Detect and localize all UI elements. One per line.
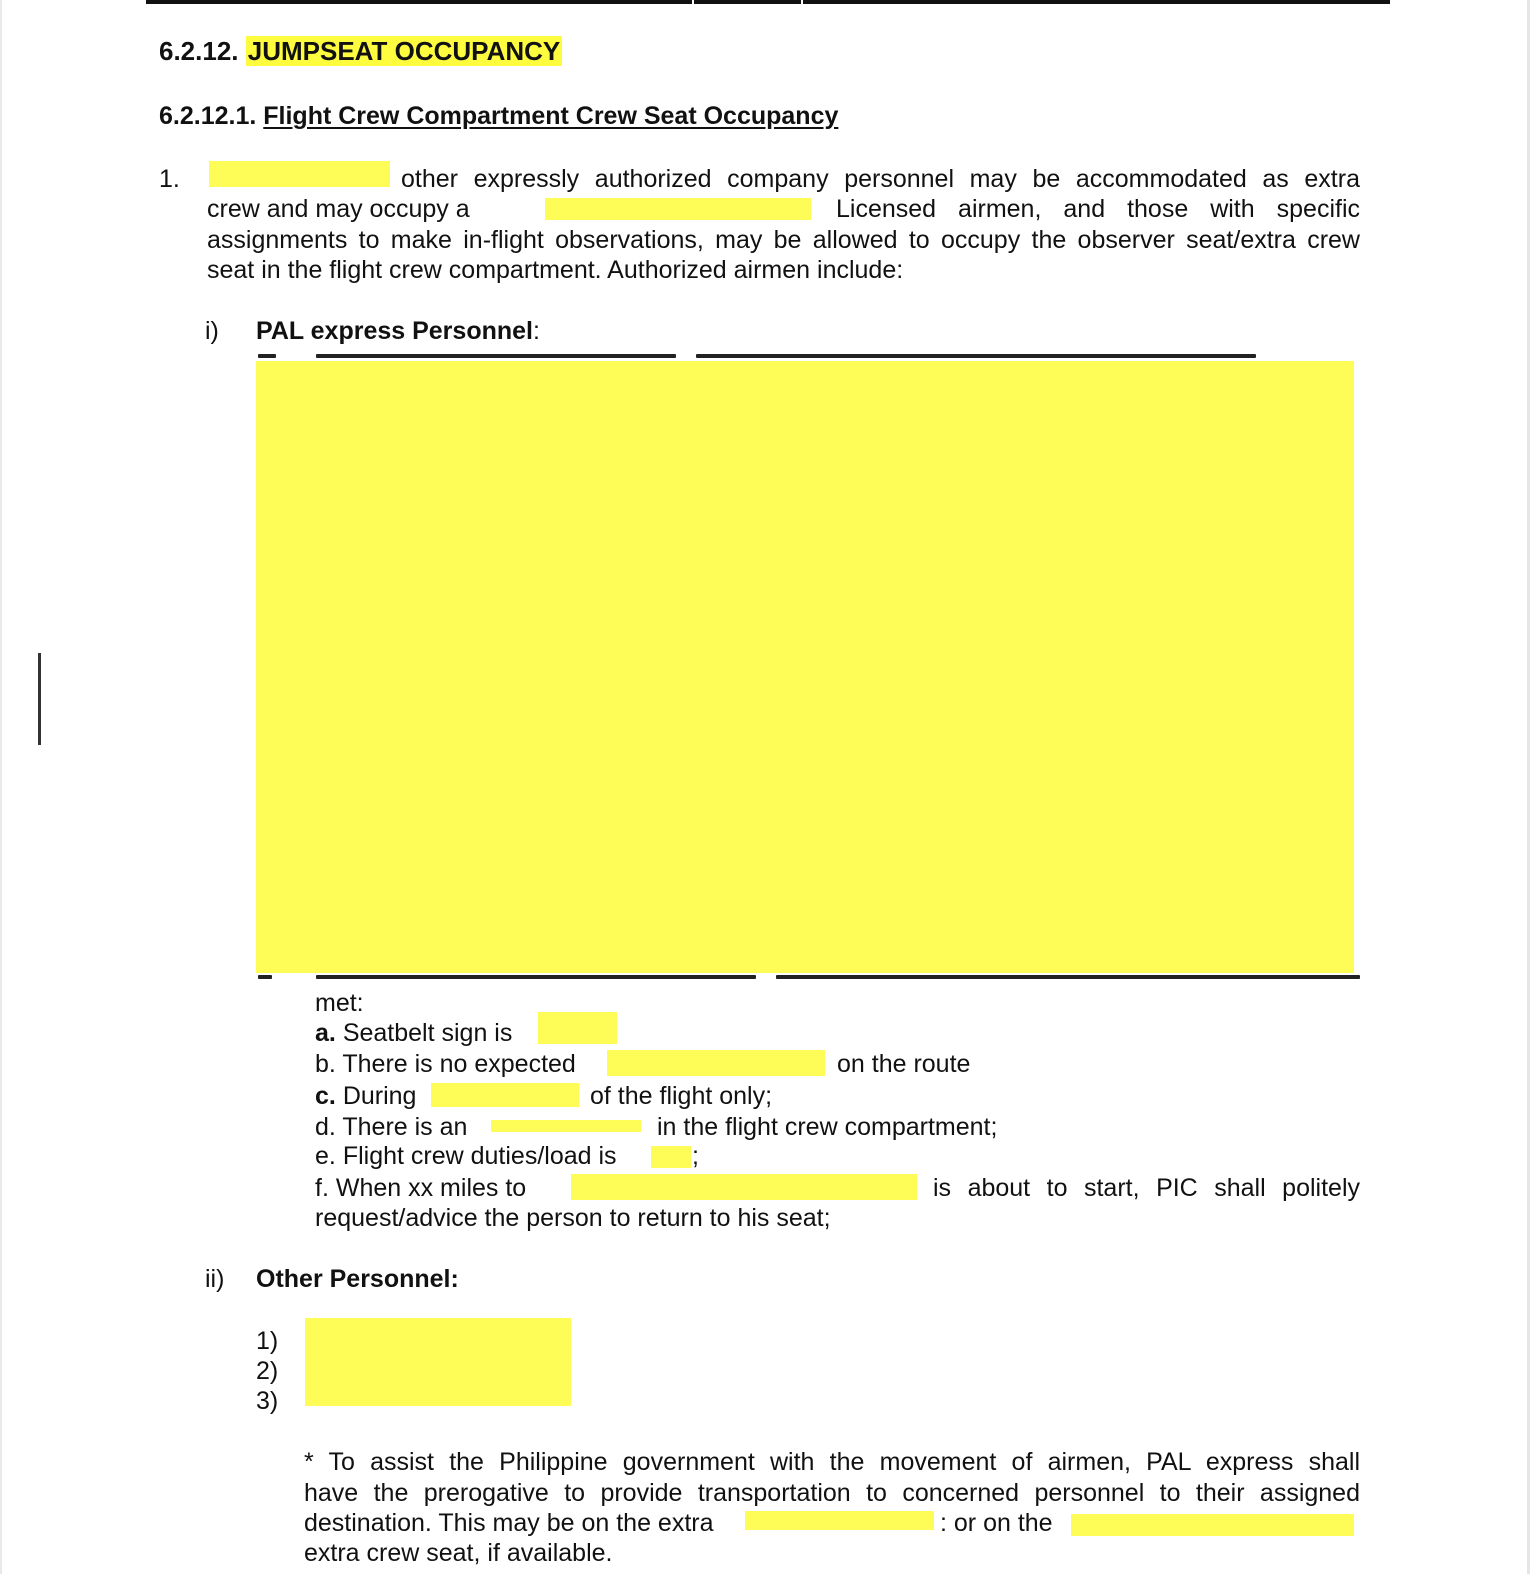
list-item: 2) — [256, 1357, 279, 1385]
redaction-block — [745, 1511, 934, 1530]
condition-text: There is no expected — [342, 1050, 576, 1078]
clipped-text-line — [256, 354, 1360, 360]
condition-letter: f. — [315, 1174, 329, 1202]
list-item: 3) — [256, 1387, 279, 1415]
note-line4: extra crew seat, if available. — [304, 1539, 613, 1567]
item1-line2b: Licensed airmen, and those with specific — [836, 195, 1360, 223]
text-cursor — [38, 653, 41, 745]
condition-letter: b. — [315, 1050, 336, 1078]
condition-e-after: ; — [692, 1142, 699, 1170]
condition-letter: c. — [315, 1082, 336, 1110]
note-line3b: : or on the — [940, 1509, 1053, 1537]
condition-letter: d. — [315, 1113, 336, 1141]
condition-d-after: in the flight crew compartment; — [657, 1113, 998, 1141]
group-i-title: PAL express Personnel — [256, 317, 533, 345]
condition-letter: e. — [315, 1142, 336, 1170]
condition-text: During — [342, 1082, 417, 1110]
subsection-heading — [159, 102, 838, 131]
condition-letter: a. — [315, 1019, 336, 1047]
list-item: 1) — [256, 1327, 279, 1355]
redaction-block — [651, 1146, 691, 1168]
group-ii-marker: ii) — [205, 1265, 225, 1293]
clipped-text-line — [256, 975, 1360, 981]
condition-b — [315, 1049, 576, 1080]
condition-f-cont: request/advice the person to return to his seat; — [315, 1204, 831, 1232]
condition-d — [315, 1112, 467, 1143]
redaction-block — [545, 198, 811, 220]
redaction-block — [209, 161, 390, 187]
group-ii-title: Other Personnel: — [256, 1265, 459, 1293]
subsection-title: Flight Crew Compartment Crew Seat Occupancy — [263, 102, 839, 130]
condition-c-after: of the flight only; — [590, 1082, 773, 1110]
redaction-block — [305, 1318, 571, 1406]
item1-line1: other expressly authorized company personnel may be accommodated as extra — [401, 165, 1360, 193]
group-i-marker: i) — [205, 317, 219, 345]
item1-line4: seat in the flight crew compartment. Authorized airmen include: — [207, 256, 904, 284]
condition-f-after: is about to start, PIC shall politely — [933, 1174, 1360, 1202]
condition-text: Seatbelt sign is — [342, 1019, 513, 1047]
item-number: 1. — [159, 165, 180, 193]
note-line2: have the prerogative to provide transportation to concerned personnel to their assigned — [304, 1479, 1360, 1507]
redaction-block — [571, 1174, 917, 1200]
condition-a — [315, 1018, 512, 1049]
condition-text: Flight crew duties/load is — [342, 1142, 617, 1170]
redaction-block — [431, 1083, 579, 1107]
group-i-heading — [256, 316, 540, 347]
condition-text: When xx miles to — [335, 1174, 527, 1202]
section-heading — [159, 36, 562, 67]
condition-f — [315, 1173, 526, 1204]
group-i-cont-line: met: — [315, 989, 364, 1017]
condition-b-after: on the route — [837, 1050, 971, 1078]
header-rule-tick — [692, 0, 694, 4]
large-redaction-block — [256, 361, 1354, 973]
note-line1: * To assist the Philippine government with the movement of airmen, PAL express shall — [304, 1448, 1360, 1476]
header-rule — [146, 0, 1390, 4]
page-edge-left — [0, 0, 2, 1574]
redaction-block — [1071, 1514, 1354, 1536]
condition-text: There is an — [342, 1113, 468, 1141]
condition-e — [315, 1141, 617, 1172]
condition-c — [315, 1081, 416, 1112]
group-i-colon: : — [532, 317, 540, 345]
note-line3a: destination. This may be on the extra — [304, 1509, 714, 1537]
section-title: JUMPSEAT OCCUPANCY — [247, 36, 561, 66]
item1-line3: assignments to make in-flight observations, may be allowed to occupy the observer seat/extra crew — [207, 226, 1360, 254]
header-rule-tick — [801, 0, 803, 4]
redaction-block — [491, 1120, 641, 1132]
redaction-block — [607, 1050, 825, 1076]
redaction-block — [538, 1012, 617, 1044]
subsection-number: 6.2.12.1. — [159, 102, 257, 130]
section-number: 6.2.12. — [159, 36, 239, 66]
item1-line2a: crew and may occupy a — [207, 195, 470, 223]
